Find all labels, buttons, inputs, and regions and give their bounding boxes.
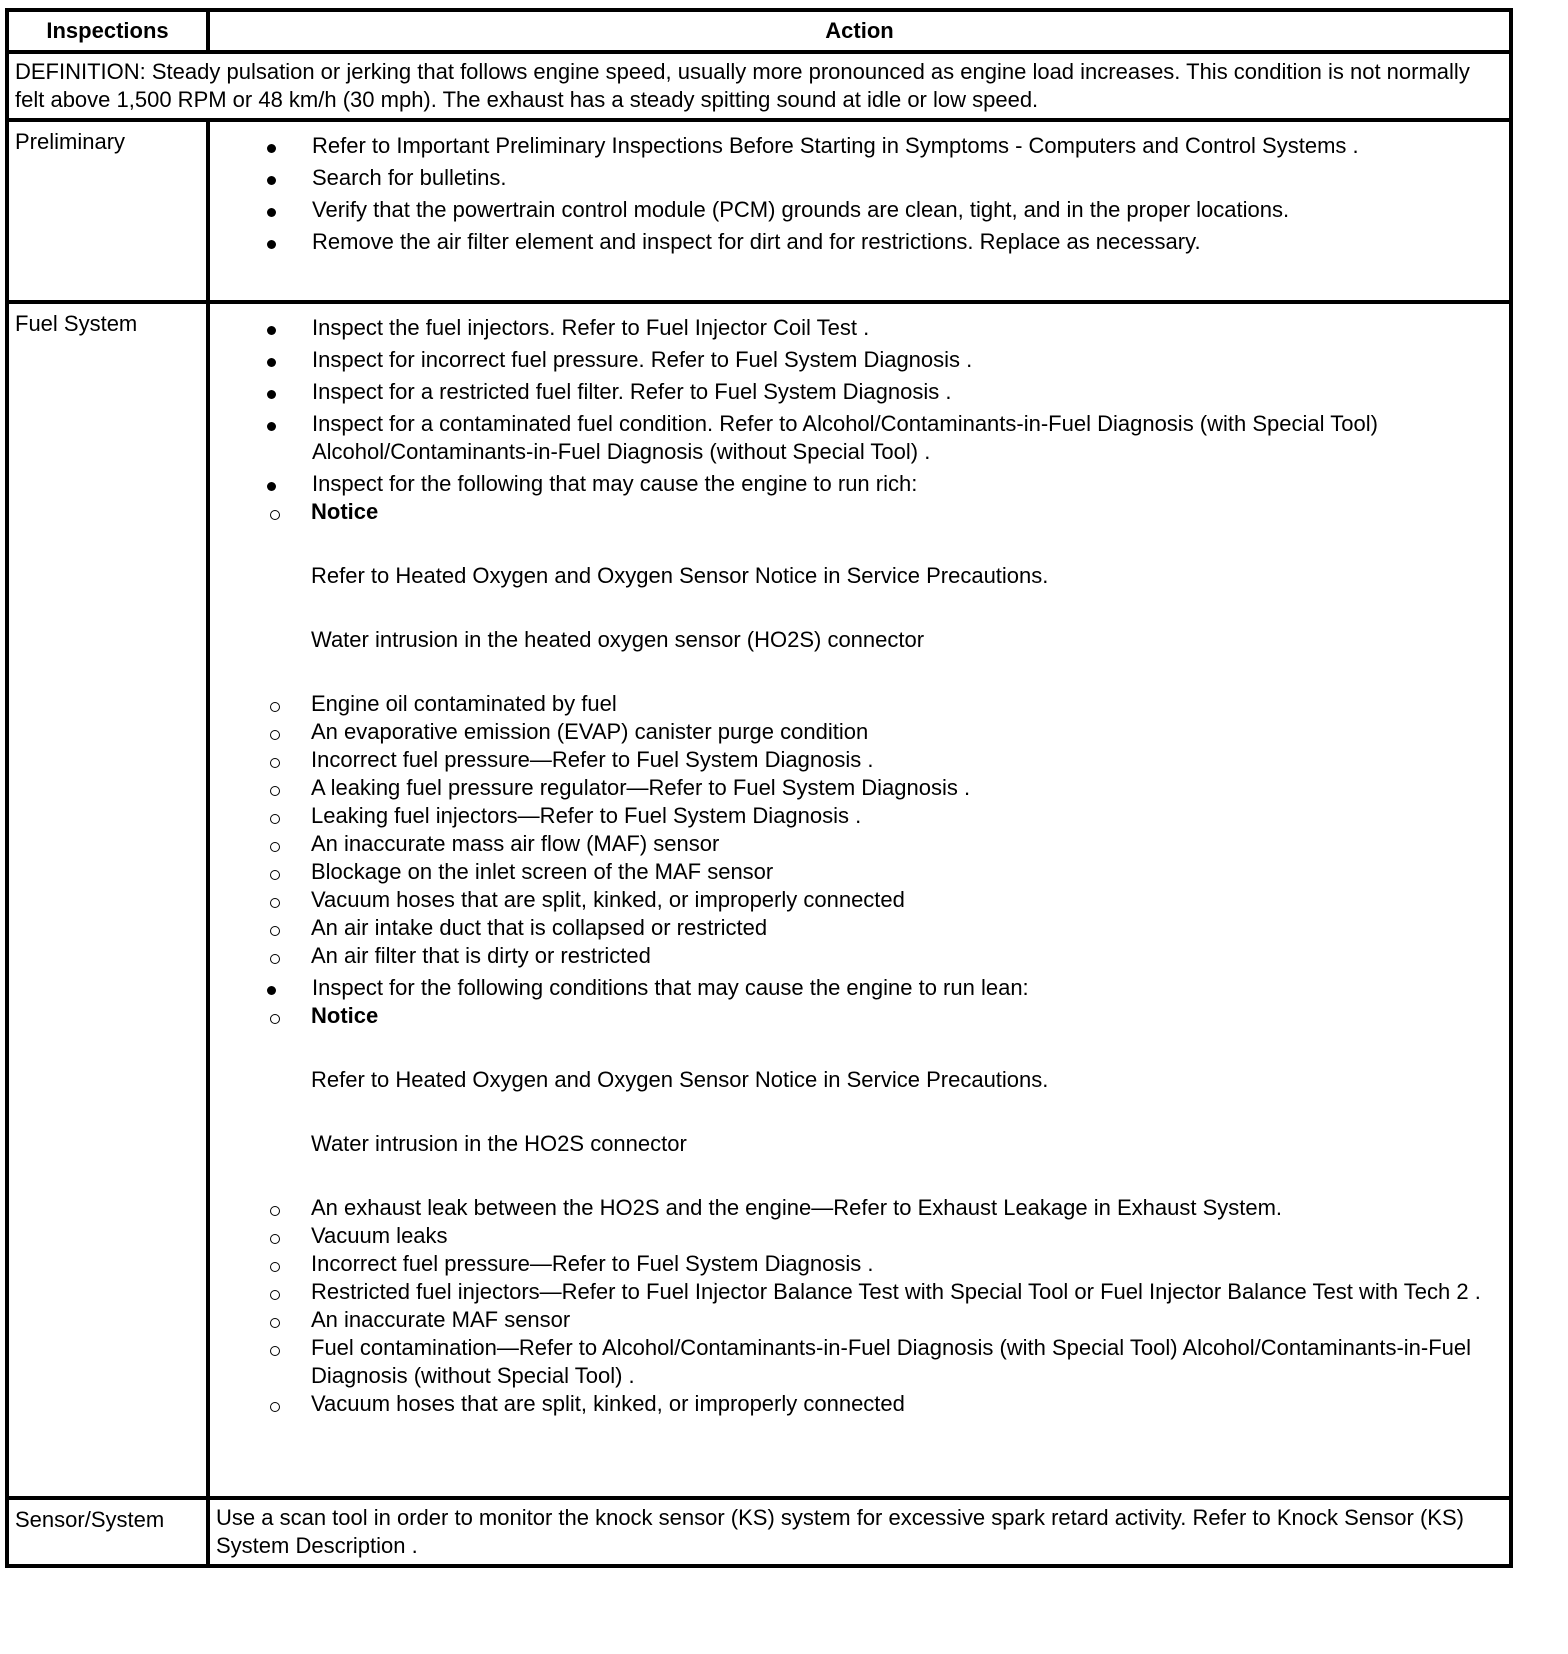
bullet-icon <box>267 240 276 249</box>
notice-text: Refer to Heated Oxygen and Oxygen Sensor Notice in Service Precautions. <box>311 563 1049 588</box>
notice-item-text: Water intrusion in the HO2S connector <box>311 1131 687 1156</box>
circle-bullet-icon <box>270 898 280 908</box>
definition-row <box>7 52 1511 120</box>
sub-list-item: An inaccurate MAF sensor <box>216 1306 1503 1334</box>
circle-bullet-icon <box>270 1346 280 1356</box>
bullet-icon <box>267 986 276 995</box>
list-item-rich: Inspect for the following that may cause the engine to run rich: Notice Refer to Heated Oxygen and Oxygen Sensor Notice in Service Precautions. Water intrusion in the heated oxygen sensor (HO2S) connector Engine oil contaminated by fuel An evaporative emission (EVAP) canister purge condition Incorrect fuel pressure—Refer to Fuel System Diagnosis . A leaking fuel pressure regulator—Refer to Fuel System Diagnosis . Leaking fuel injectors—Refer to Fuel System Diagnosis . An inaccurate mass air flow (MAF) sensor Blockage on the inlet screen of the MAF sensor Vacuum hoses that are split, kinked, or improperly connected An air intake duct that is collapsed or restricted An air filter that is dirty or restricted <box>216 470 1503 970</box>
circle-bullet-icon <box>270 1318 280 1328</box>
bullet-icon <box>267 208 276 217</box>
notice-item <box>216 498 1503 654</box>
sub-list-item: An air filter that is dirty or restricted <box>216 942 1503 970</box>
list-item: Remove the air filter element and inspect for dirt and for restrictions. Replace as necessary. <box>216 228 1503 256</box>
bullet-icon <box>267 176 276 185</box>
sub-list-item: Vacuum hoses that are split, kinked, or improperly connected <box>216 886 1503 914</box>
circle-bullet-icon <box>270 842 280 852</box>
bullet-icon <box>267 358 276 367</box>
fuel-system-row <box>7 302 1511 1498</box>
inspection-document <box>5 8 1509 1568</box>
sub-list-item: Engine oil contaminated by fuel <box>216 690 1503 718</box>
fuel-system-label: Fuel System <box>7 302 208 1498</box>
circle-bullet-icon <box>270 1402 280 1412</box>
circle-bullet-icon <box>270 1206 280 1216</box>
definition-text: DEFINITION: Steady pulsation or jerking that follows engine speed, usually more pronounced as engine load increases. This condition is not normally felt above 1,500 RPM or 48 km/h (30 mph). The exhaust has a steady spitting sound at idle or low speed. <box>7 52 1511 120</box>
preliminary-label: Preliminary <box>7 120 208 302</box>
bullet-icon <box>267 144 276 153</box>
notice-title: Notice <box>311 1003 379 1028</box>
circle-bullet-icon <box>270 1262 280 1272</box>
list-item: Inspect for incorrect fuel pressure. Refer to Fuel System Diagnosis . <box>216 346 1503 374</box>
circle-bullet-icon <box>270 814 280 824</box>
circle-bullet-icon <box>270 702 280 712</box>
bullet-icon <box>267 326 276 335</box>
circle-bullet-icon <box>270 786 280 796</box>
sub-list-item: Restricted fuel injectors—Refer to Fuel Injector Balance Test with Special Tool or Fuel Injector Balance Test with Tech 2 . <box>216 1278 1503 1306</box>
list-item: Search for bulletins. <box>216 164 1503 192</box>
circle-bullet-icon <box>270 758 280 768</box>
sub-list-item: Incorrect fuel pressure—Refer to Fuel System Diagnosis . <box>216 1250 1503 1278</box>
sub-list-item: An air intake duct that is collapsed or restricted <box>216 914 1503 942</box>
sub-list-item: An inaccurate mass air flow (MAF) sensor <box>216 830 1503 858</box>
sensor-system-label: Sensor/System <box>7 1498 208 1566</box>
sub-list-item: An exhaust leak between the HO2S and the engine—Refer to Exhaust Leakage in Exhaust System. <box>216 1194 1503 1222</box>
notice-item-text: Water intrusion in the heated oxygen sensor (HO2S) connector <box>311 627 925 652</box>
sensor-system-row <box>7 1498 1511 1566</box>
notice-title: Notice <box>311 499 379 524</box>
header-row <box>7 10 1511 52</box>
preliminary-row <box>7 120 1511 302</box>
bullet-icon <box>267 482 276 491</box>
circle-bullet-icon <box>270 954 280 964</box>
circle-bullet-icon <box>270 730 280 740</box>
circle-bullet-icon <box>270 870 280 880</box>
circle-bullet-icon <box>270 1290 280 1300</box>
circle-bullet-icon <box>270 510 280 520</box>
list-item: Verify that the powertrain control module (PCM) grounds are clean, tight, and in the proper locations. <box>216 196 1503 224</box>
notice-text: Refer to Heated Oxygen and Oxygen Sensor Notice in Service Precautions. <box>311 1067 1049 1092</box>
sub-list-item: Vacuum leaks <box>216 1222 1503 1250</box>
bullet-icon <box>267 422 276 431</box>
list-item: Inspect for a contaminated fuel condition. Refer to Alcohol/Contaminants-in-Fuel Diagnosis (with Special Tool) Alcohol/Contaminants-in-Fuel Diagnosis (without Special Tool) . <box>216 410 1503 466</box>
sub-list-item: Fuel contamination—Refer to Alcohol/Contaminants-in-Fuel Diagnosis (with Special Tool) Alcohol/Contaminants-in-Fuel Diagnosis (without Special Tool) . <box>216 1334 1503 1390</box>
fuel-system-action <box>208 302 1511 1498</box>
list-item-lean: Inspect for the following conditions that may cause the engine to run lean: Notice Refer to Heated Oxygen and Oxygen Sensor Notice in Service Precautions. Water intrusion in the HO2S connector An exhaust leak between the HO2S and the engine—Refer to Exhaust Leakage in Exhaust System. Vacuum leaks Incorrect fuel pressure—Refer to Fuel System Diagnosis . Restricted fuel injectors—Refer to Fuel Injector Balance Test with Special Tool or Fuel Injector Balance Test with Tech 2 . An inaccurate MAF sensor Fuel contamination—Refer to Alcohol/Contaminants-in-Fuel Diagnosis (with Special Tool) Alcohol/Contaminants-in-Fuel Diagnosis (without Special Tool) . Vacuum hoses that are split, kinked, or improperly connected <box>216 974 1503 1418</box>
circle-bullet-icon <box>270 926 280 936</box>
bullet-icon <box>267 390 276 399</box>
header-action: Action <box>208 10 1511 52</box>
circle-bullet-icon <box>270 1014 280 1024</box>
sub-list-item: Incorrect fuel pressure—Refer to Fuel System Diagnosis . <box>216 746 1503 774</box>
list-item: Inspect the fuel injectors. Refer to Fuel Injector Coil Test . <box>216 314 1503 342</box>
list-item: Refer to Important Preliminary Inspections Before Starting in Symptoms - Computers and Control Systems . <box>216 132 1503 160</box>
list-item: Inspect for a restricted fuel filter. Refer to Fuel System Diagnosis . <box>216 378 1503 406</box>
inspection-table <box>5 8 1513 1568</box>
preliminary-action <box>208 120 1511 302</box>
header-inspections: Inspections <box>7 10 208 52</box>
sub-list-item: Vacuum hoses that are split, kinked, or improperly connected <box>216 1390 1503 1418</box>
circle-bullet-icon <box>270 1234 280 1244</box>
sub-list-item: Blockage on the inlet screen of the MAF sensor <box>216 858 1503 886</box>
notice-item <box>216 1002 1503 1158</box>
sensor-system-text: Use a scan tool in order to monitor the knock sensor (KS) system for excessive spark retard activity. Refer to Knock Sensor (KS) System Description . <box>208 1498 1511 1566</box>
sub-list-item: A leaking fuel pressure regulator—Refer to Fuel System Diagnosis . <box>216 774 1503 802</box>
sub-list-item: Leaking fuel injectors—Refer to Fuel System Diagnosis . <box>216 802 1503 830</box>
sub-list-item: An evaporative emission (EVAP) canister purge condition <box>216 718 1503 746</box>
